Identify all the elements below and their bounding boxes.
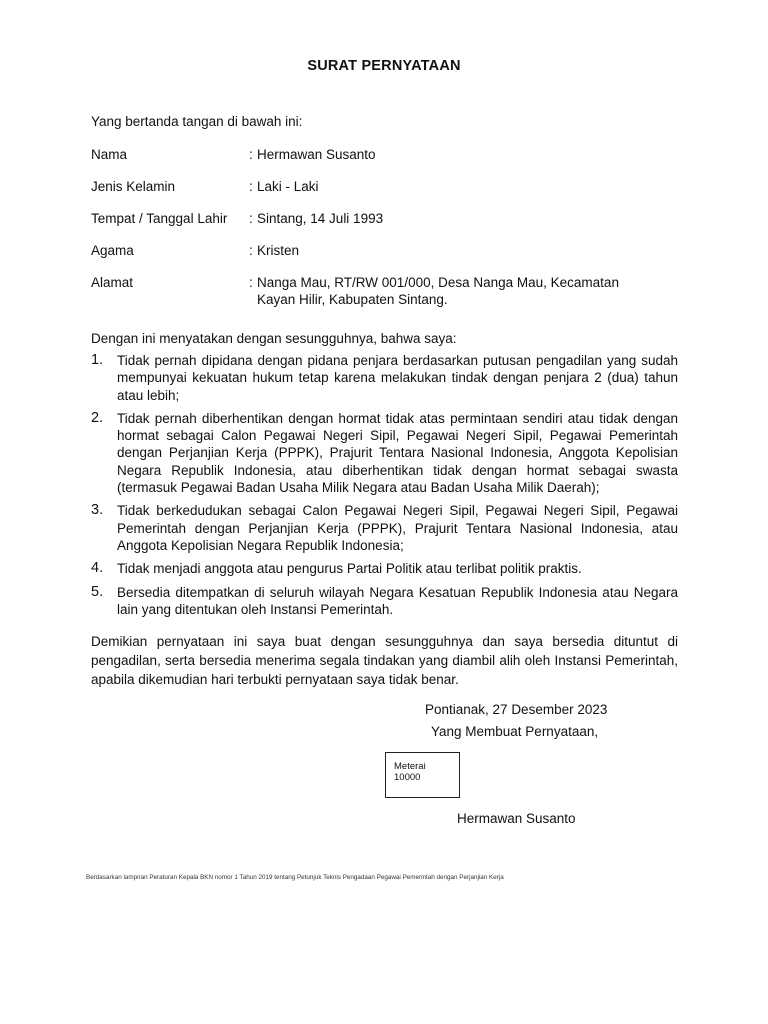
identity-colon: : xyxy=(249,243,253,258)
statement-text: Bersedia ditempatkan di seluruh wilayah Negara Kesatuan Republik Indonesia atau Negara lain yang ditentukan oleh Instansi Pemerintah. xyxy=(117,584,678,617)
place-date: Pontianak, 27 Desember 2023 xyxy=(425,702,608,717)
statement-item xyxy=(91,584,678,619)
statement-number: 4. xyxy=(91,560,104,577)
identity-row-alamat xyxy=(91,274,651,308)
closing-paragraph: Demikian pernyataan ini saya buat dengan sesungguhnya dan saya bersedia dituntut di pengadilan, serta bersedia menerima segala tindakan yang diambil alih oleh Instansi Pemerintah, apabila dikemudian hari terbukti pernyataan saya tidak benar. xyxy=(91,634,678,687)
statement-item xyxy=(91,502,678,554)
statement-item xyxy=(91,352,678,404)
identity-colon: : xyxy=(249,275,253,290)
identity-label: Nama xyxy=(91,147,128,162)
intro-text: Yang bertanda tangan di bawah ini: xyxy=(91,114,303,129)
identity-value: Laki - Laki xyxy=(257,179,319,194)
statement-number: 5. xyxy=(91,583,104,600)
statement-item xyxy=(91,410,678,496)
identity-label: Tempat / Tanggal Lahir xyxy=(91,211,228,226)
statement-item xyxy=(91,560,678,577)
stamp-value: 10000 xyxy=(394,772,421,783)
identity-row-agama xyxy=(91,242,651,259)
statement-intro: Dengan ini menyatakan dengan sesungguhnya, bahwa saya: xyxy=(91,331,457,346)
statement-text: Tidak pernah diberhentikan dengan hormat tidak atas permintaan sendiri atau tidak dengan hormat sebagai Calon Pegawai Negeri Sipil, Pegawai Negeri Sipil, Pegawai Pemerintah dengan Perjanjian Kerja (PPPK), Prajurit Tentara Nasional Indonesia, Anggota Kepolisian Negara Republik Indonesia, atau diberhentikan tidak dengan hormat sebagai swasta (termasuk Pegawai Badan Usaha Milik Negara atau Badan Usaha Milik Daerah); xyxy=(117,410,678,496)
identity-table xyxy=(91,146,651,323)
statement-number: 3. xyxy=(91,502,104,519)
identity-label: Alamat xyxy=(91,275,134,290)
identity-label: Jenis Kelamin xyxy=(91,179,176,194)
identity-value: Hermawan Susanto xyxy=(257,147,376,162)
statement-number: 1. xyxy=(91,352,104,368)
identity-row-nama xyxy=(91,146,651,163)
identity-colon: : xyxy=(249,211,253,226)
statement-list xyxy=(91,352,678,624)
identity-colon: : xyxy=(249,147,253,162)
identity-row-jenis-kelamin xyxy=(91,178,651,195)
identity-value: Sintang, 14 Juli 1993 xyxy=(257,211,384,226)
identity-value: Kristen xyxy=(257,243,300,258)
stamp-duty-box xyxy=(385,752,460,798)
identity-label: Agama xyxy=(91,243,134,258)
statement-text: Tidak berkedudukan sebagai Calon Pegawai Negeri Sipil, Pegawai Negeri Sipil, Pegawai Pemerintah dengan Perjanjian Kerja (PPPK), Prajurit Tentara Nasional Indonesia, atau Anggota Kepolisian Negara Republik Indonesia; xyxy=(117,503,678,553)
stamp-label: Meterai xyxy=(394,761,426,772)
signer-name: Hermawan Susanto xyxy=(457,811,576,826)
footnote: Berdasarkan lampiran Peraturan Kepala BKN nomor 1 Tahun 2019 tentang Petunjuk Teknis Pengadaan Pegawai Pemerintah dengan Perjanjian Kerja xyxy=(86,874,504,881)
statement-text: Tidak menjadi anggota atau pengurus Partai Politik atau terlibat politik praktis. xyxy=(117,561,582,577)
identity-colon: : xyxy=(249,179,253,194)
statement-text: Tidak pernah dipidana dengan pidana penjara berdasarkan putusan pengadilan yang sudah mempunyai kekuatan hukum tetap karena melakukan tindak dengan penjara 2 (dua) tahun atau lebih; xyxy=(117,353,678,403)
document-title: SURAT PERNYATAAN xyxy=(307,58,461,74)
identity-value: Nanga Mau, RT/RW 001/000, Desa Nanga Mau, Kecamatan Kayan Hilir, Kabupaten Sintang. xyxy=(257,275,619,307)
statement-number: 2. xyxy=(91,409,104,426)
maker-label: Yang Membuat Pernyataan, xyxy=(431,724,599,739)
identity-row-tempat-tanggal-lahir xyxy=(91,210,651,227)
